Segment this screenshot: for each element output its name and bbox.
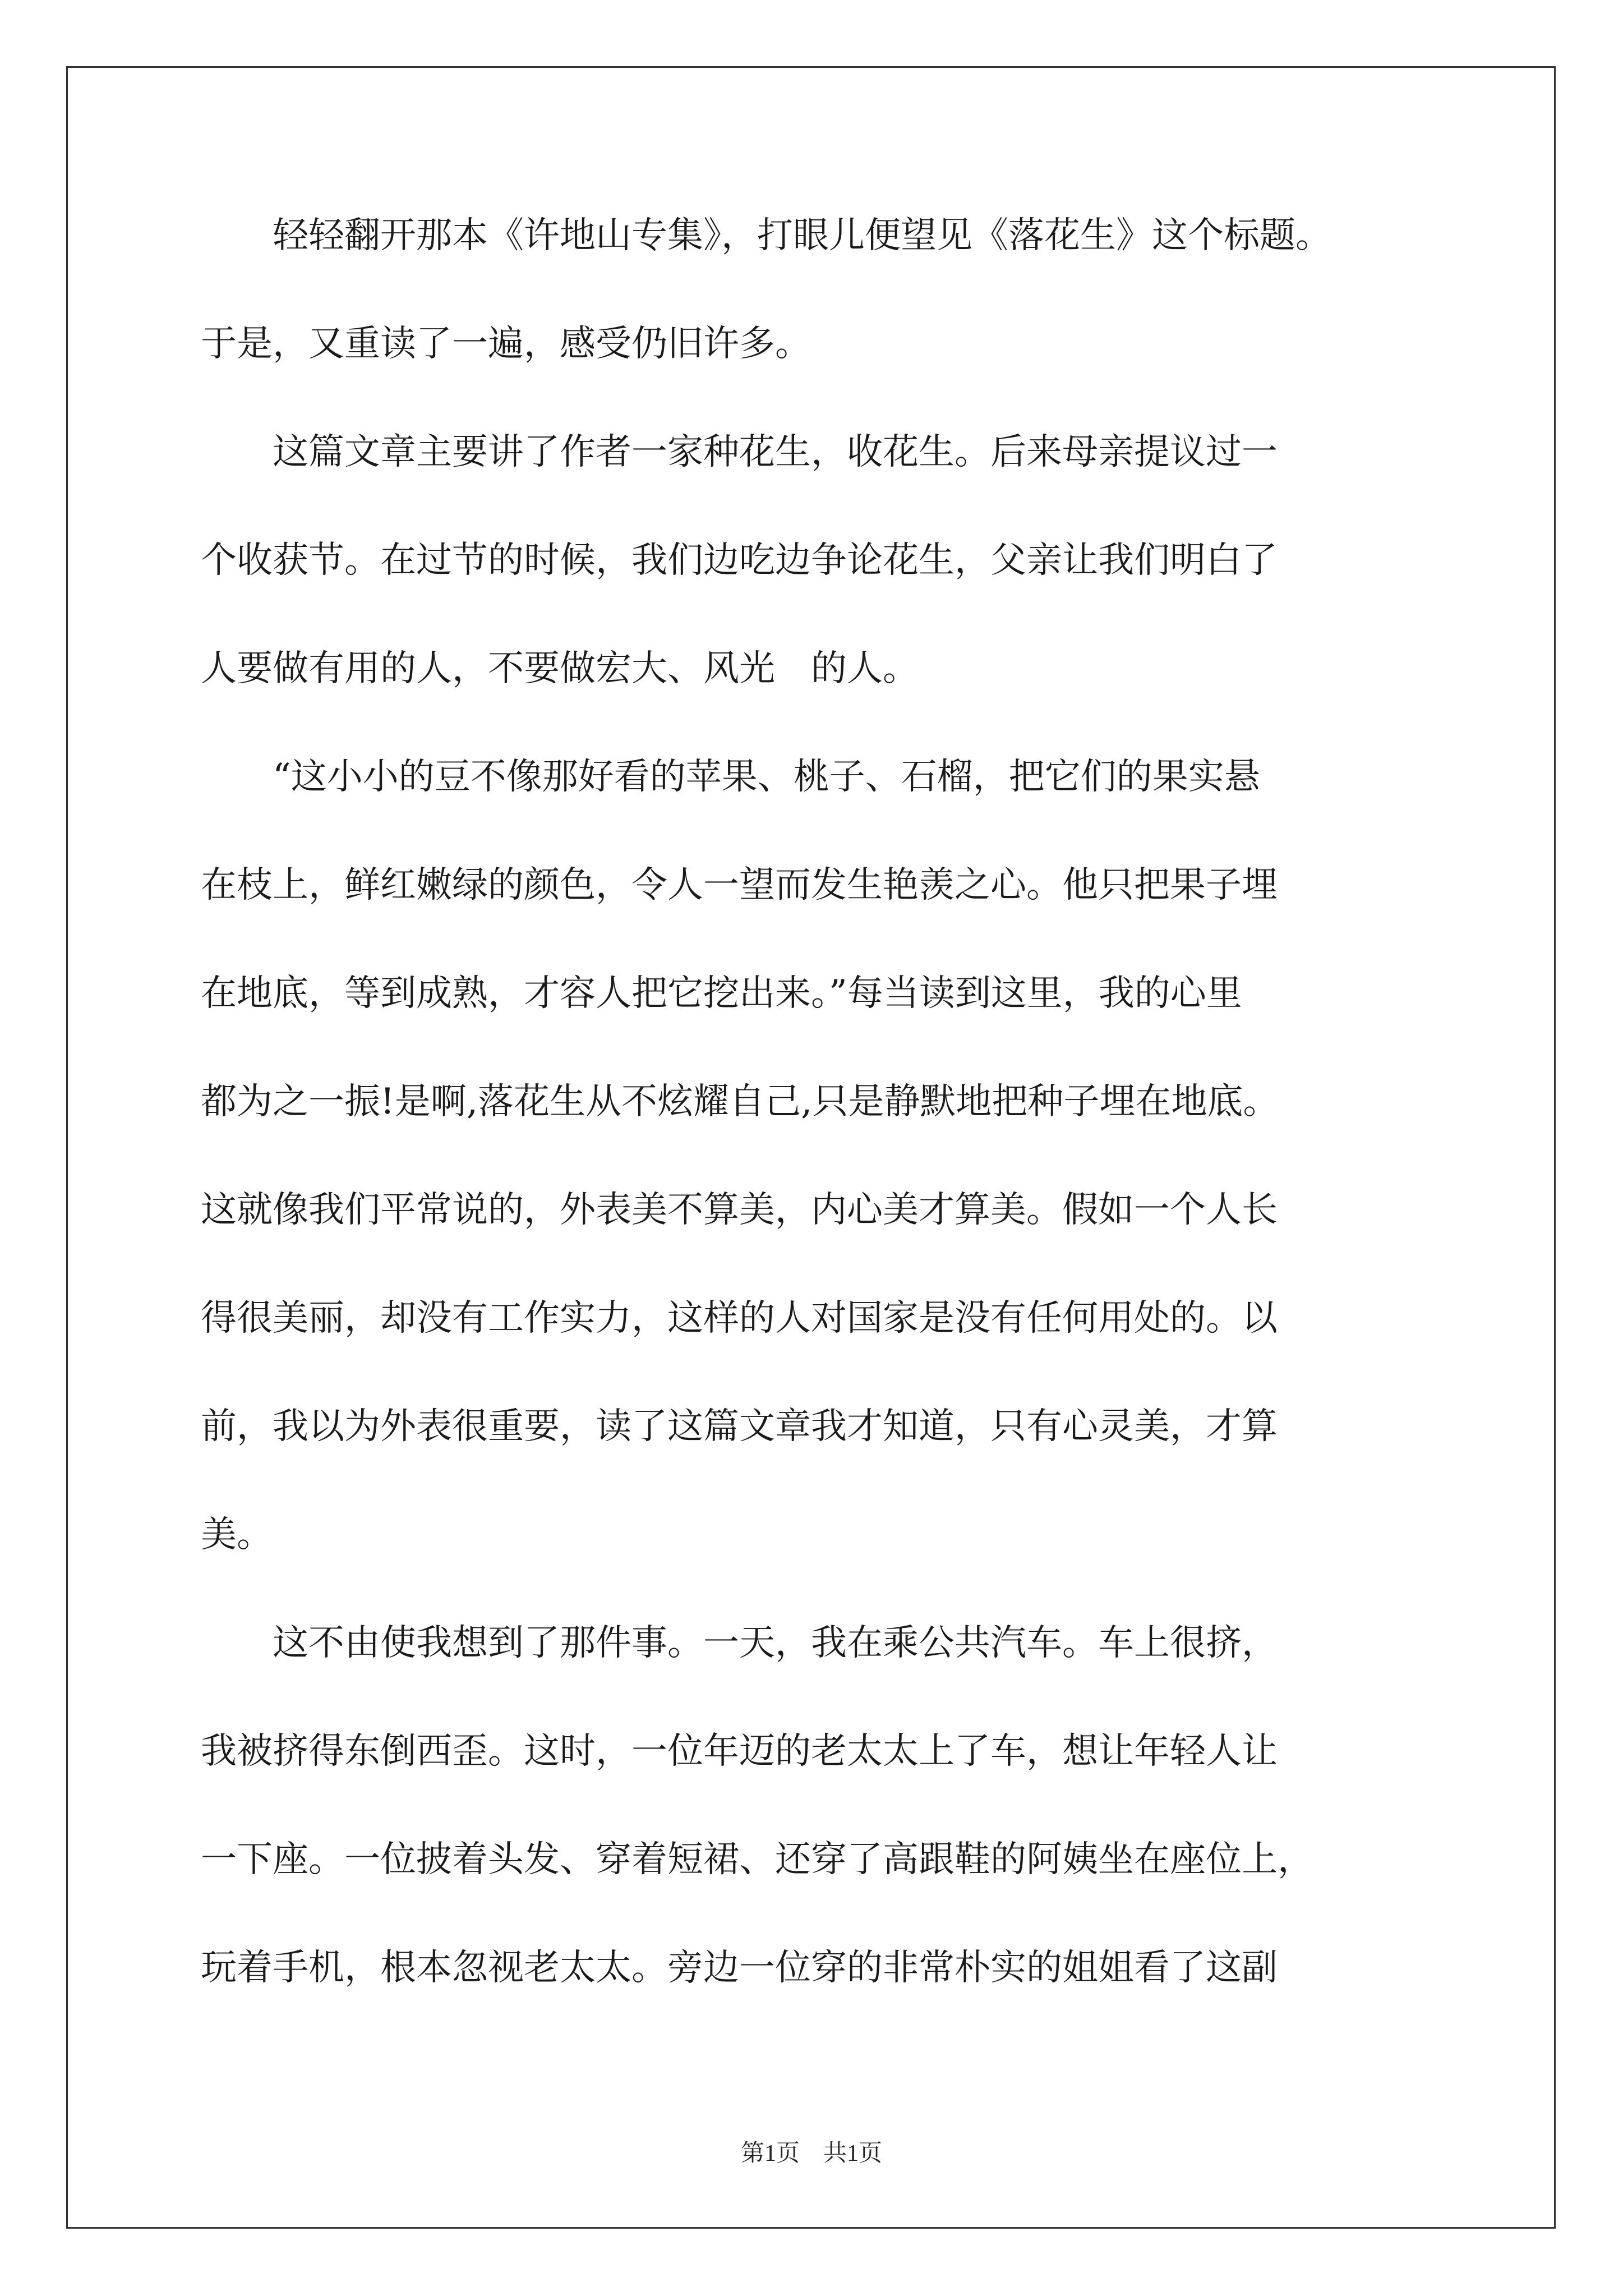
text-line: 个收获节。在过节的时候，我们边吃边争论花生，父亲让我们明白了 bbox=[201, 540, 1278, 581]
text-line: “这小小的豆不像那好看的苹果、桃子、石榴，把它们的果实悬 bbox=[201, 756, 1260, 798]
text-line: 于是，又重读了一遍，感受仍旧许多。 bbox=[201, 323, 811, 365]
text-line: 玩着手机，根本忽视老太太。旁边一位穿的非常朴实的姐姐看了这副 bbox=[201, 1947, 1278, 1989]
text-line: 我被挤得东倒西歪。这时，一位年迈的老太太上了车，想让年轻人让 bbox=[201, 1731, 1278, 1772]
text-line: 轻轻翻开那本《许地山专集》，打眼儿便望见《落花生》这个标题。 bbox=[201, 215, 1331, 256]
text-line: 人要做有用的人，不要做宏大、风光 的人。 bbox=[201, 648, 919, 689]
text-line: 这就像我们平常说的，外表美不算美，内心美才算美。假如一个人长 bbox=[201, 1189, 1278, 1231]
text-line: 美。 bbox=[201, 1514, 273, 1556]
page-number-footer: 第1页 共1页 bbox=[740, 2141, 882, 2166]
text-line: 这篇文章主要讲了作者一家种花生，收花生。后来母亲提议过一 bbox=[201, 431, 1278, 473]
text-line: 在地底，等到成熟，才容人把它挖出来。”每当读到这里，我的心里 bbox=[201, 973, 1242, 1014]
text-line: 这不由使我想到了那件事。一天，我在乘公共汽车。车上很挤， bbox=[201, 1622, 1278, 1664]
text-line: 在枝上，鲜红嫩绿的颜色，令人一望而发生艳羡之心。他只把果子埋 bbox=[201, 864, 1278, 906]
page-border bbox=[66, 66, 1556, 2229]
text-line: 都为之一振!是啊,落花生从不炫耀自己,只是静默地把种子埋在地底。 bbox=[201, 1081, 1279, 1122]
text-line: 得很美丽，却没有工作实力，这样的人对国家是没有任何用处的。以 bbox=[201, 1297, 1278, 1339]
text-line: 前，我以为外表很重要，读了这篇文章我才知道，只有心灵美，才算 bbox=[201, 1406, 1278, 1447]
text-line: 一下座。一位披着头发、穿着短裙、还穿了高跟鞋的阿姨坐在座位上， bbox=[201, 1839, 1313, 1880]
